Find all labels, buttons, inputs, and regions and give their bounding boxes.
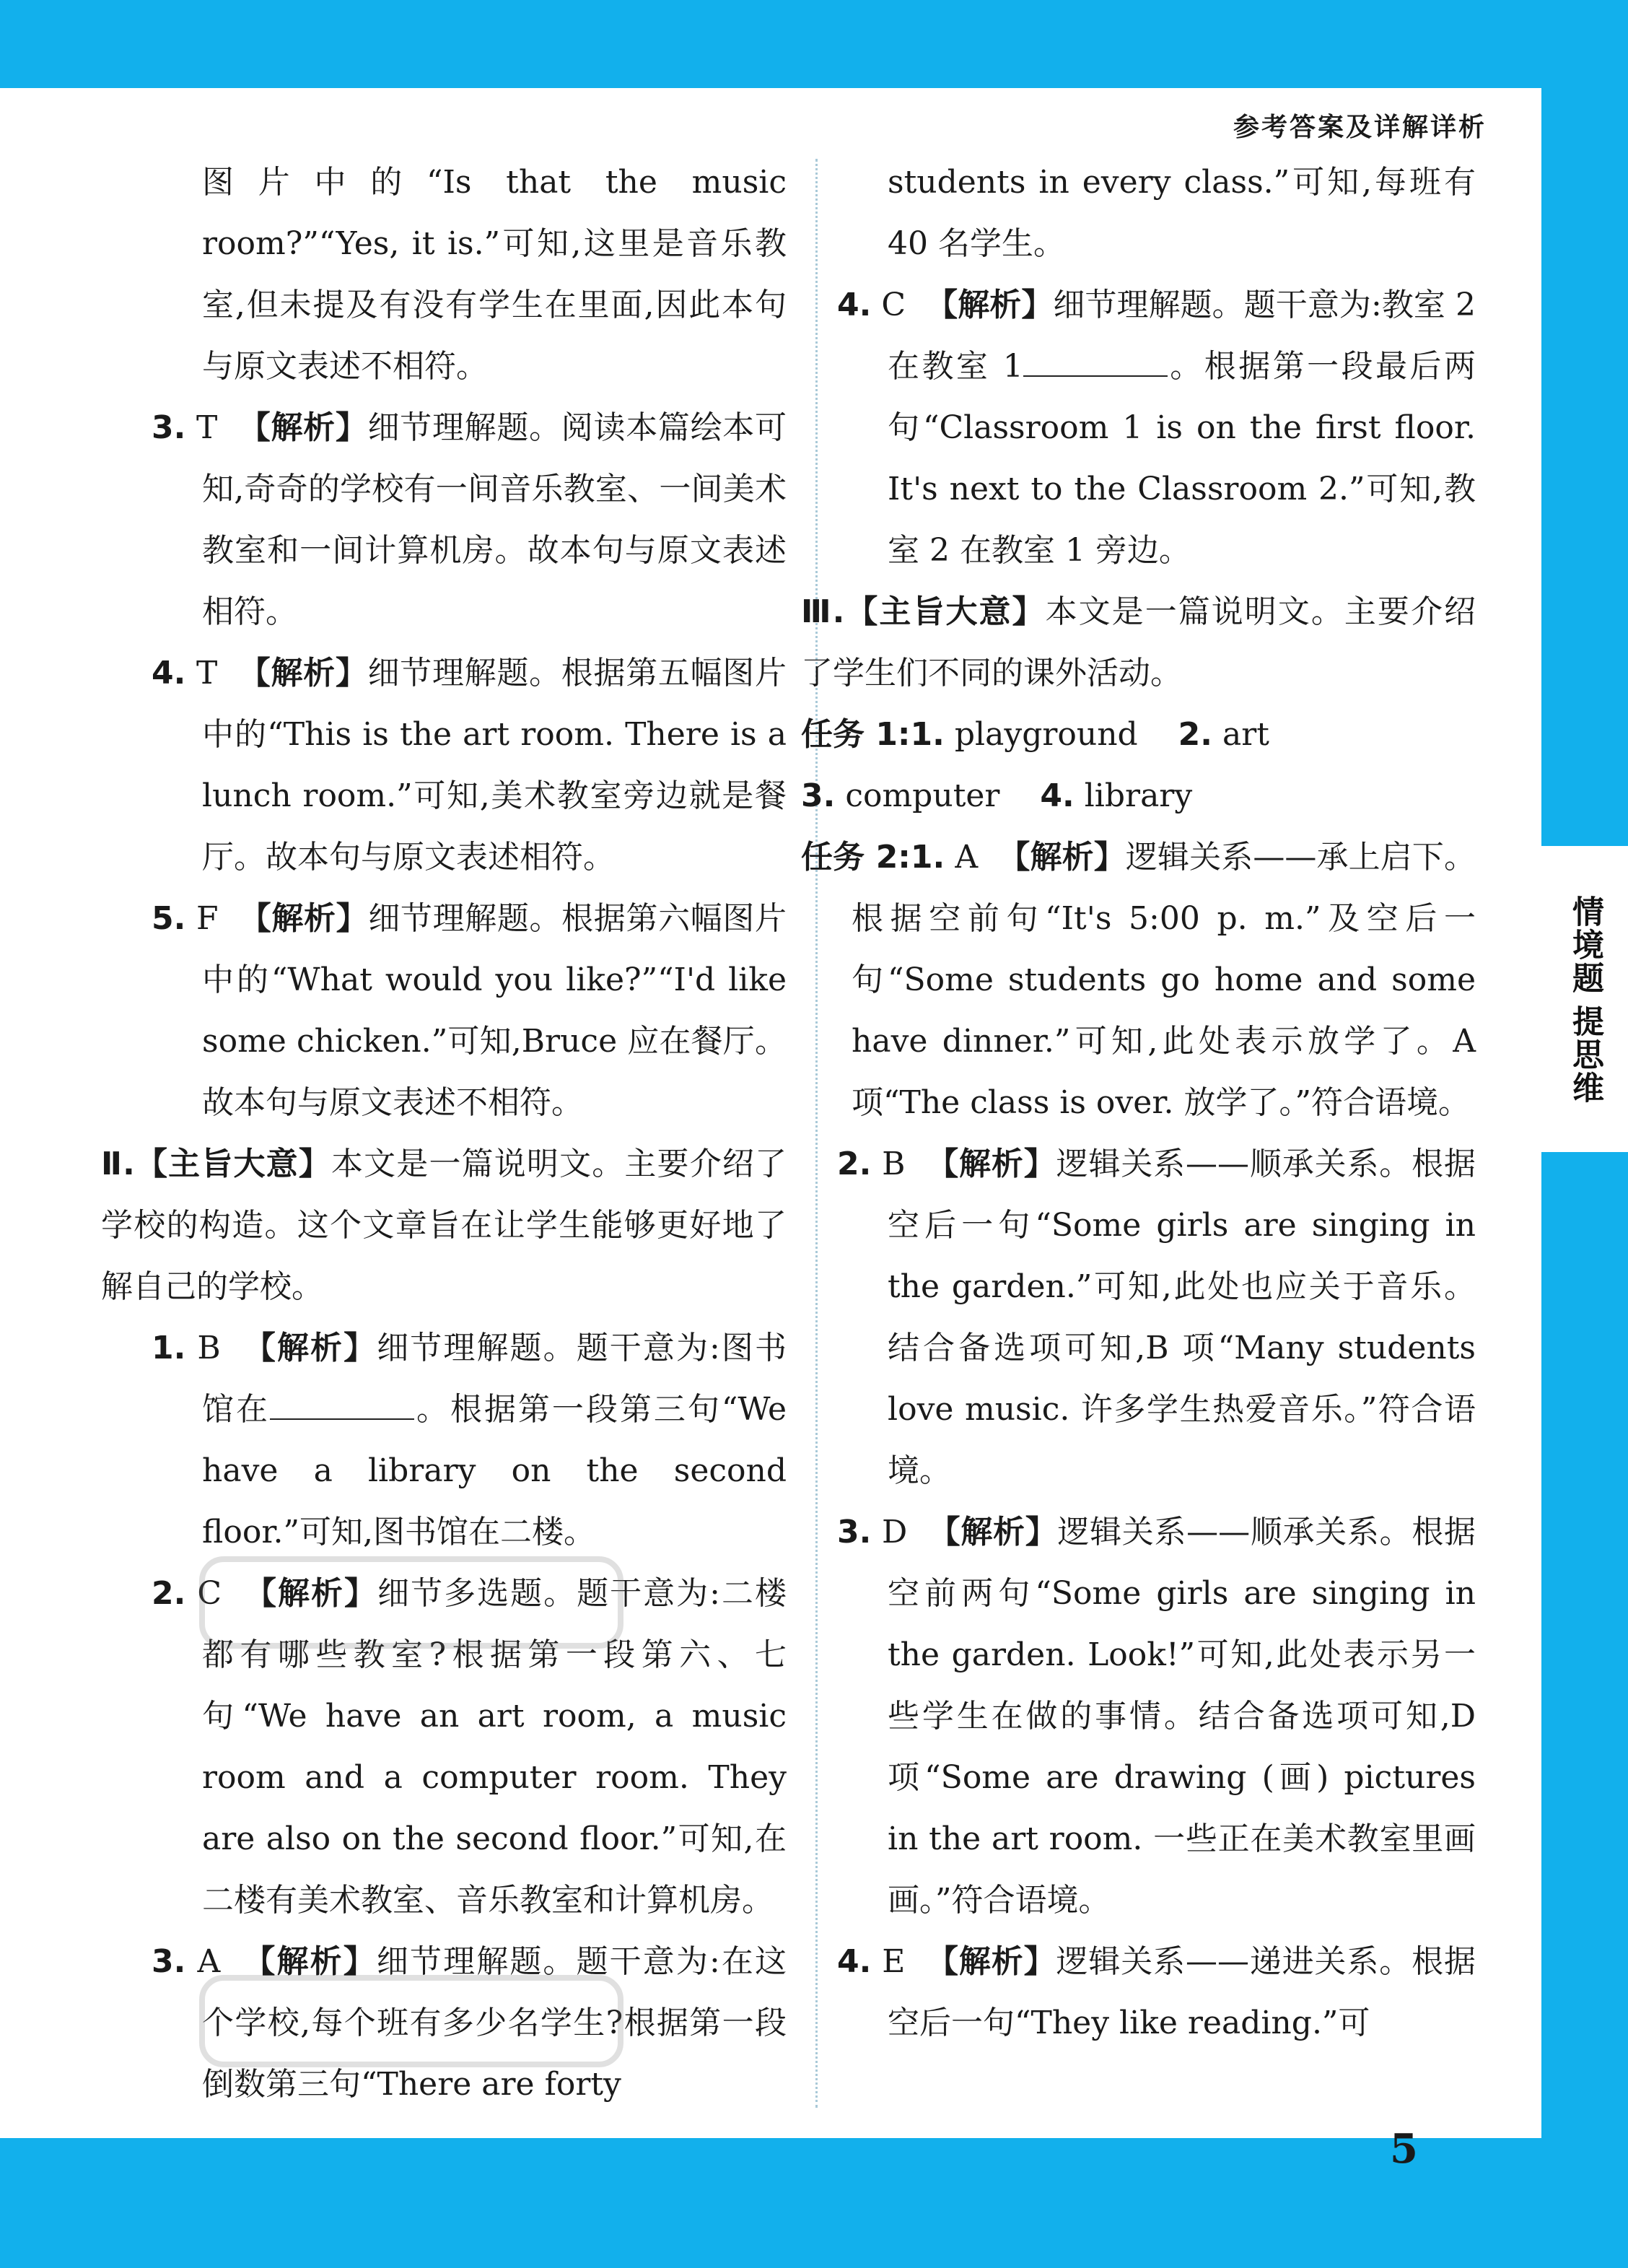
answer-blank <box>270 1390 414 1420</box>
explanation-text: 逻辑关系——承上启下。根据空前句“It's 5:00 p. m.”及空后一句“Some students go home and some have dinner.”可知,此处表示放学了。A 项“The class is over. 放学了。”符合语境。 <box>852 839 1476 1121</box>
explanation-text: 逻辑关系——递进关系。根据空后一句“They like reading.”可 <box>888 1943 1476 2041</box>
analysis-tag: 【解析】 <box>239 900 369 937</box>
item-answer: E <box>871 1943 927 1980</box>
answer-item <box>801 826 1476 1133</box>
analysis-tag: 【解析】 <box>243 1330 377 1366</box>
watermark-logo-2 <box>188 1949 635 2093</box>
item-number: 4. <box>837 1943 872 1980</box>
task-label: 任务 1: <box>801 716 911 753</box>
item-answer: T <box>185 655 239 692</box>
item-number: 5. <box>152 900 186 937</box>
item-number: 1. <box>152 1330 186 1366</box>
left-continuation-text <box>202 152 787 397</box>
answer-item <box>837 1931 1476 2054</box>
summary-tag: 【主旨大意】 <box>844 593 1046 630</box>
item-number: 4. <box>837 287 872 323</box>
explanation-text: 细节理解题。题干意为:图书馆在 <box>202 1330 787 1428</box>
explanation-text: 细节理解题。题干意为:教室 2 在教室 1 <box>888 287 1476 385</box>
analysis-tag: 【解析】 <box>245 1575 378 1612</box>
analysis-tag: 【解析】 <box>927 1943 1056 1980</box>
item-number: 2. <box>837 1146 872 1182</box>
explanation-text: 细节理解题。根据第五幅图片中的“This is the art room. There is a lunch room.”可知,美术教室旁边就是餐厅。故本句与原文表述相符。 <box>202 655 787 876</box>
page-number: 5 <box>1390 2125 1418 2173</box>
answer-number: 4. <box>1040 777 1075 814</box>
answer-number: 1. <box>910 716 945 753</box>
side-color-bar-lower <box>1541 1152 1628 2138</box>
section-label: Ⅲ. <box>801 593 845 630</box>
answer-number: 2. <box>1178 716 1213 753</box>
left-column <box>101 152 787 2115</box>
side-color-bar-upper <box>1541 88 1628 846</box>
item-answer: F <box>185 900 240 937</box>
item-answer: T <box>185 409 239 446</box>
top-color-band <box>0 0 1628 88</box>
answer-text: art <box>1212 716 1269 753</box>
right-continuation-text <box>888 152 1476 274</box>
side-label-line2: 提思维 <box>1567 1005 1603 1104</box>
explanation-text: 图片中的“Is that the music room?”“Yes, it is.”可知,这里是音乐教室,但未提及有没有学生在里面,因此本句与原文表述不相符。 <box>202 164 787 385</box>
item-answer: D <box>871 1514 929 1550</box>
section-summary <box>801 581 1476 704</box>
summary-tag: 【主旨大意】 <box>134 1146 331 1182</box>
explanation-text: 细节理解题。题干意为:在这个学校,每个班有多少名学生?根据第一段倒数第三句“There are forty <box>202 1943 787 2103</box>
item-answer: A <box>945 839 999 876</box>
analysis-tag: 【解析】 <box>998 839 1126 876</box>
answer-text: playground <box>944 716 1178 753</box>
answer-item <box>152 397 787 642</box>
column-divider <box>815 159 818 2108</box>
answer-text: library <box>1074 777 1193 814</box>
answer-item <box>152 642 787 888</box>
analysis-tag: 【解析】 <box>238 655 368 692</box>
page-header-title: 参考答案及详解详析 <box>1233 113 1487 142</box>
item-number: 3. <box>837 1514 872 1550</box>
task-label: 任务 2: <box>801 839 911 876</box>
answer-item <box>837 1133 1476 1501</box>
item-answer: B <box>185 1330 244 1366</box>
right-column <box>801 152 1476 2054</box>
explanation-text: 逻辑关系——顺承关系。根据空前两句“Some girls are singing in the garden. Look!”可知,此处表示另一些学生在做的事情。结合备选项可知,D 项“Some are drawing (画) pictures in the art room. 一些正在美术教室里画画。”符合语境。 <box>888 1514 1476 1919</box>
item-answer: B <box>871 1146 927 1182</box>
item-number: 2. <box>152 1575 186 1612</box>
analysis-tag: 【解析】 <box>926 287 1054 323</box>
answer-item <box>837 1501 1476 1931</box>
explanation-text: 逻辑关系——顺承关系。根据空后一句“Some girls are singing in the garden.”可知,此处也应关于音乐。结合备选项可知,B 项“Many students love music. 许多学生热爱音乐。”符合语境。 <box>888 1146 1476 1489</box>
summary-text: 本文是一篇说明文。主要介绍了学校的构造。这个文章旨在让学生能够更好地了解自己的学校。 <box>101 1146 787 1305</box>
item-number: 3. <box>152 1943 186 1980</box>
item-answer: A <box>185 1943 244 1980</box>
section-summary <box>101 1133 787 1317</box>
explanation-text: students in every class.”可知,每班有40 名学生。 <box>888 164 1476 262</box>
section-label: Ⅱ. <box>101 1146 135 1182</box>
explanation-text-cont: 。根据第一段最后两句“Classroom 1 is on the first floor. It's next to the Classroom 2.”可知,教室 2 在教室 1 旁边。 <box>888 348 1476 569</box>
answer-item <box>837 274 1476 581</box>
item-number: 1. <box>910 839 945 876</box>
item-answer: C <box>871 287 927 323</box>
answer-number: 3. <box>801 777 836 814</box>
explanation-text-cont: 。根据第一段第三句“We have a library on the second floor.”可知,图书馆在二楼。 <box>202 1391 787 1550</box>
analysis-tag: 【解析】 <box>238 409 368 446</box>
bottom-color-band <box>0 2138 1628 2268</box>
answer-blank <box>1023 346 1168 377</box>
item-number: 3. <box>152 409 186 446</box>
explanation-text: 细节多选题。题干意为:二楼都有哪些教室?根据第一段第六、七句“We have an art room, a music room and a computer room. They are also on the second floor.”可知,在二楼有美术教室、音乐教室和计算机房。 <box>202 1575 787 1919</box>
explanation-text: 细节理解题。根据第六幅图片中的“What would you like?”“I'd like some chicken.”可知,Bruce 应在餐厅。故本句与原文表述不相符。 <box>202 900 787 1121</box>
answer-item <box>152 888 787 1133</box>
task-answers <box>801 765 1476 826</box>
answer-item <box>152 1317 787 1563</box>
analysis-tag: 【解析】 <box>243 1943 377 1980</box>
summary-text: 本文是一篇说明文。主要介绍了学生们不同的课外活动。 <box>801 593 1476 692</box>
analysis-tag: 【解析】 <box>928 1514 1058 1550</box>
watermark-logo <box>188 1530 635 1675</box>
side-section-label <box>1541 859 1628 1140</box>
explanation-text: 细节理解题。阅读本篇绘本可知,奇奇的学校有一间音乐教室、一间美术教室和一间计算机房。故本句与原文表述相符。 <box>202 409 787 630</box>
task-answers <box>801 704 1476 765</box>
side-label-line1: 情境题 <box>1567 895 1603 995</box>
answer-text: computer <box>835 777 1041 814</box>
item-answer: C <box>185 1575 245 1612</box>
item-number: 4. <box>152 655 186 692</box>
analysis-tag: 【解析】 <box>927 1146 1056 1182</box>
